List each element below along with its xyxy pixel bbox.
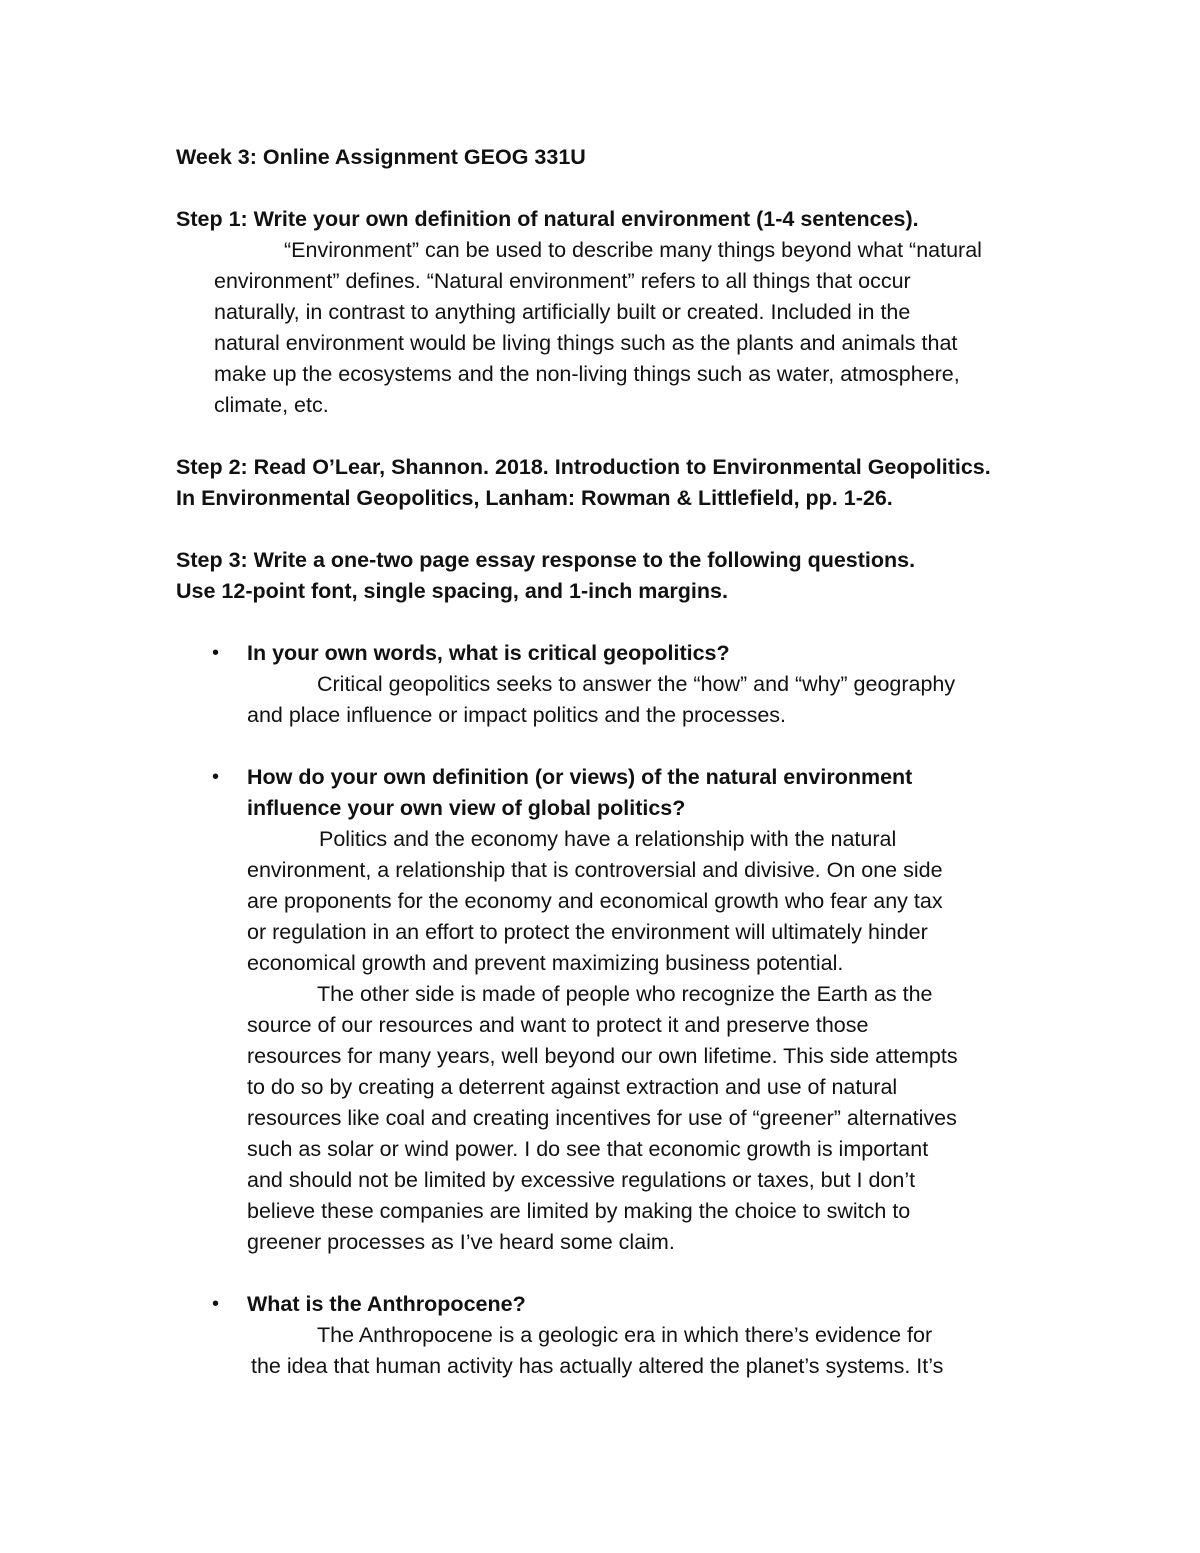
answer-line: naturally, in contrast to anything artificially built or created. Included in the <box>214 300 911 324</box>
step1-answer <box>176 235 1076 421</box>
spacer <box>176 514 1076 545</box>
answer-line: resources for many years, well beyond our own lifetime. This side attempts <box>247 1044 958 1068</box>
answer-line: and should not be limited by excessive regulations or taxes, but I don’t <box>247 1168 916 1192</box>
question-text: In your own words, what is critical geopolitics? <box>247 641 730 665</box>
spacer <box>176 731 1076 762</box>
answer-line: and place influence or impact politics and the processes. <box>247 703 787 727</box>
answer-line: resources like coal and creating incentives for use of “greener” alternatives <box>247 1106 957 1130</box>
bullet-icon: • <box>212 766 220 788</box>
answer-line: source of our resources and want to protect it and preserve those <box>247 1013 869 1037</box>
question-item <box>176 1289 1076 1382</box>
answer-line: are proponents for the economy and economical growth who fear any tax <box>247 889 943 913</box>
answer-line: natural environment would be living things such as the plants and animals that <box>214 331 958 355</box>
document-title: Week 3: Online Assignment GEOG 331U <box>176 145 586 169</box>
spacer <box>176 173 1076 204</box>
step2-line-2: In Environmental Geopolitics, Lanham: Rowman & Littlefield, pp. 1-26. <box>176 486 893 510</box>
question-item <box>176 762 1076 1258</box>
question-item <box>176 638 1076 731</box>
answer-line: “Environment” can be used to describe many things beyond what “natural <box>284 238 982 262</box>
answer-line: climate, etc. <box>214 393 329 417</box>
answer-line: the idea that human activity has actually altered the planet’s systems. It’s <box>251 1354 944 1378</box>
answer-line: such as solar or wind power. I do see that economic growth is important <box>247 1137 929 1161</box>
question-text: influence your own view of global politics? <box>247 796 686 820</box>
step2-line-1: Step 2: Read O’Lear, Shannon. 2018. Introduction to Environmental Geopolitics. <box>176 455 991 479</box>
answer-line: economical growth and prevent maximizing business potential. <box>247 951 844 975</box>
question-text: What is the Anthropocene? <box>247 1292 526 1316</box>
bullet-icon: • <box>212 1293 220 1315</box>
answer-line: The other side is made of people who recognize the Earth as the <box>317 982 933 1006</box>
step3-line-1: Step 3: Write a one-two page essay response to the following questions. <box>176 548 916 572</box>
spacer <box>176 421 1076 452</box>
answer-line: Politics and the economy have a relationship with the natural <box>319 827 897 851</box>
bullet-icon: • <box>212 642 220 664</box>
answer-line: or regulation in an effort to protect the environment will ultimately hinder <box>247 920 928 944</box>
step1-heading: Step 1: Write your own definition of natural environment (1-4 sentences). <box>176 207 919 231</box>
answer-line: greener processes as I’ve heard some claim. <box>247 1230 675 1254</box>
spacer <box>176 607 1076 638</box>
answer-line: believe these companies are limited by making the choice to switch to <box>247 1199 911 1223</box>
question-list <box>176 638 1076 1382</box>
step3-line-2: Use 12-point font, single spacing, and 1-inch margins. <box>176 579 728 603</box>
answer-line: environment” defines. “Natural environment” refers to all things that occur <box>214 269 911 293</box>
answer-line: Critical geopolitics seeks to answer the “how” and “why” geography <box>317 672 956 696</box>
document-body <box>176 142 1076 1382</box>
answer-line: make up the ecosystems and the non-living things such as water, atmosphere, <box>214 362 960 386</box>
answer-line: environment, a relationship that is controversial and divisive. On one side <box>247 858 943 882</box>
answer-line: to do so by creating a deterrent against extraction and use of natural <box>247 1075 898 1099</box>
question-text: How do your own definition (or views) of the natural environment <box>247 765 913 789</box>
answer-line: The Anthropocene is a geologic era in which there’s evidence for <box>317 1323 933 1347</box>
spacer <box>176 1258 1076 1289</box>
